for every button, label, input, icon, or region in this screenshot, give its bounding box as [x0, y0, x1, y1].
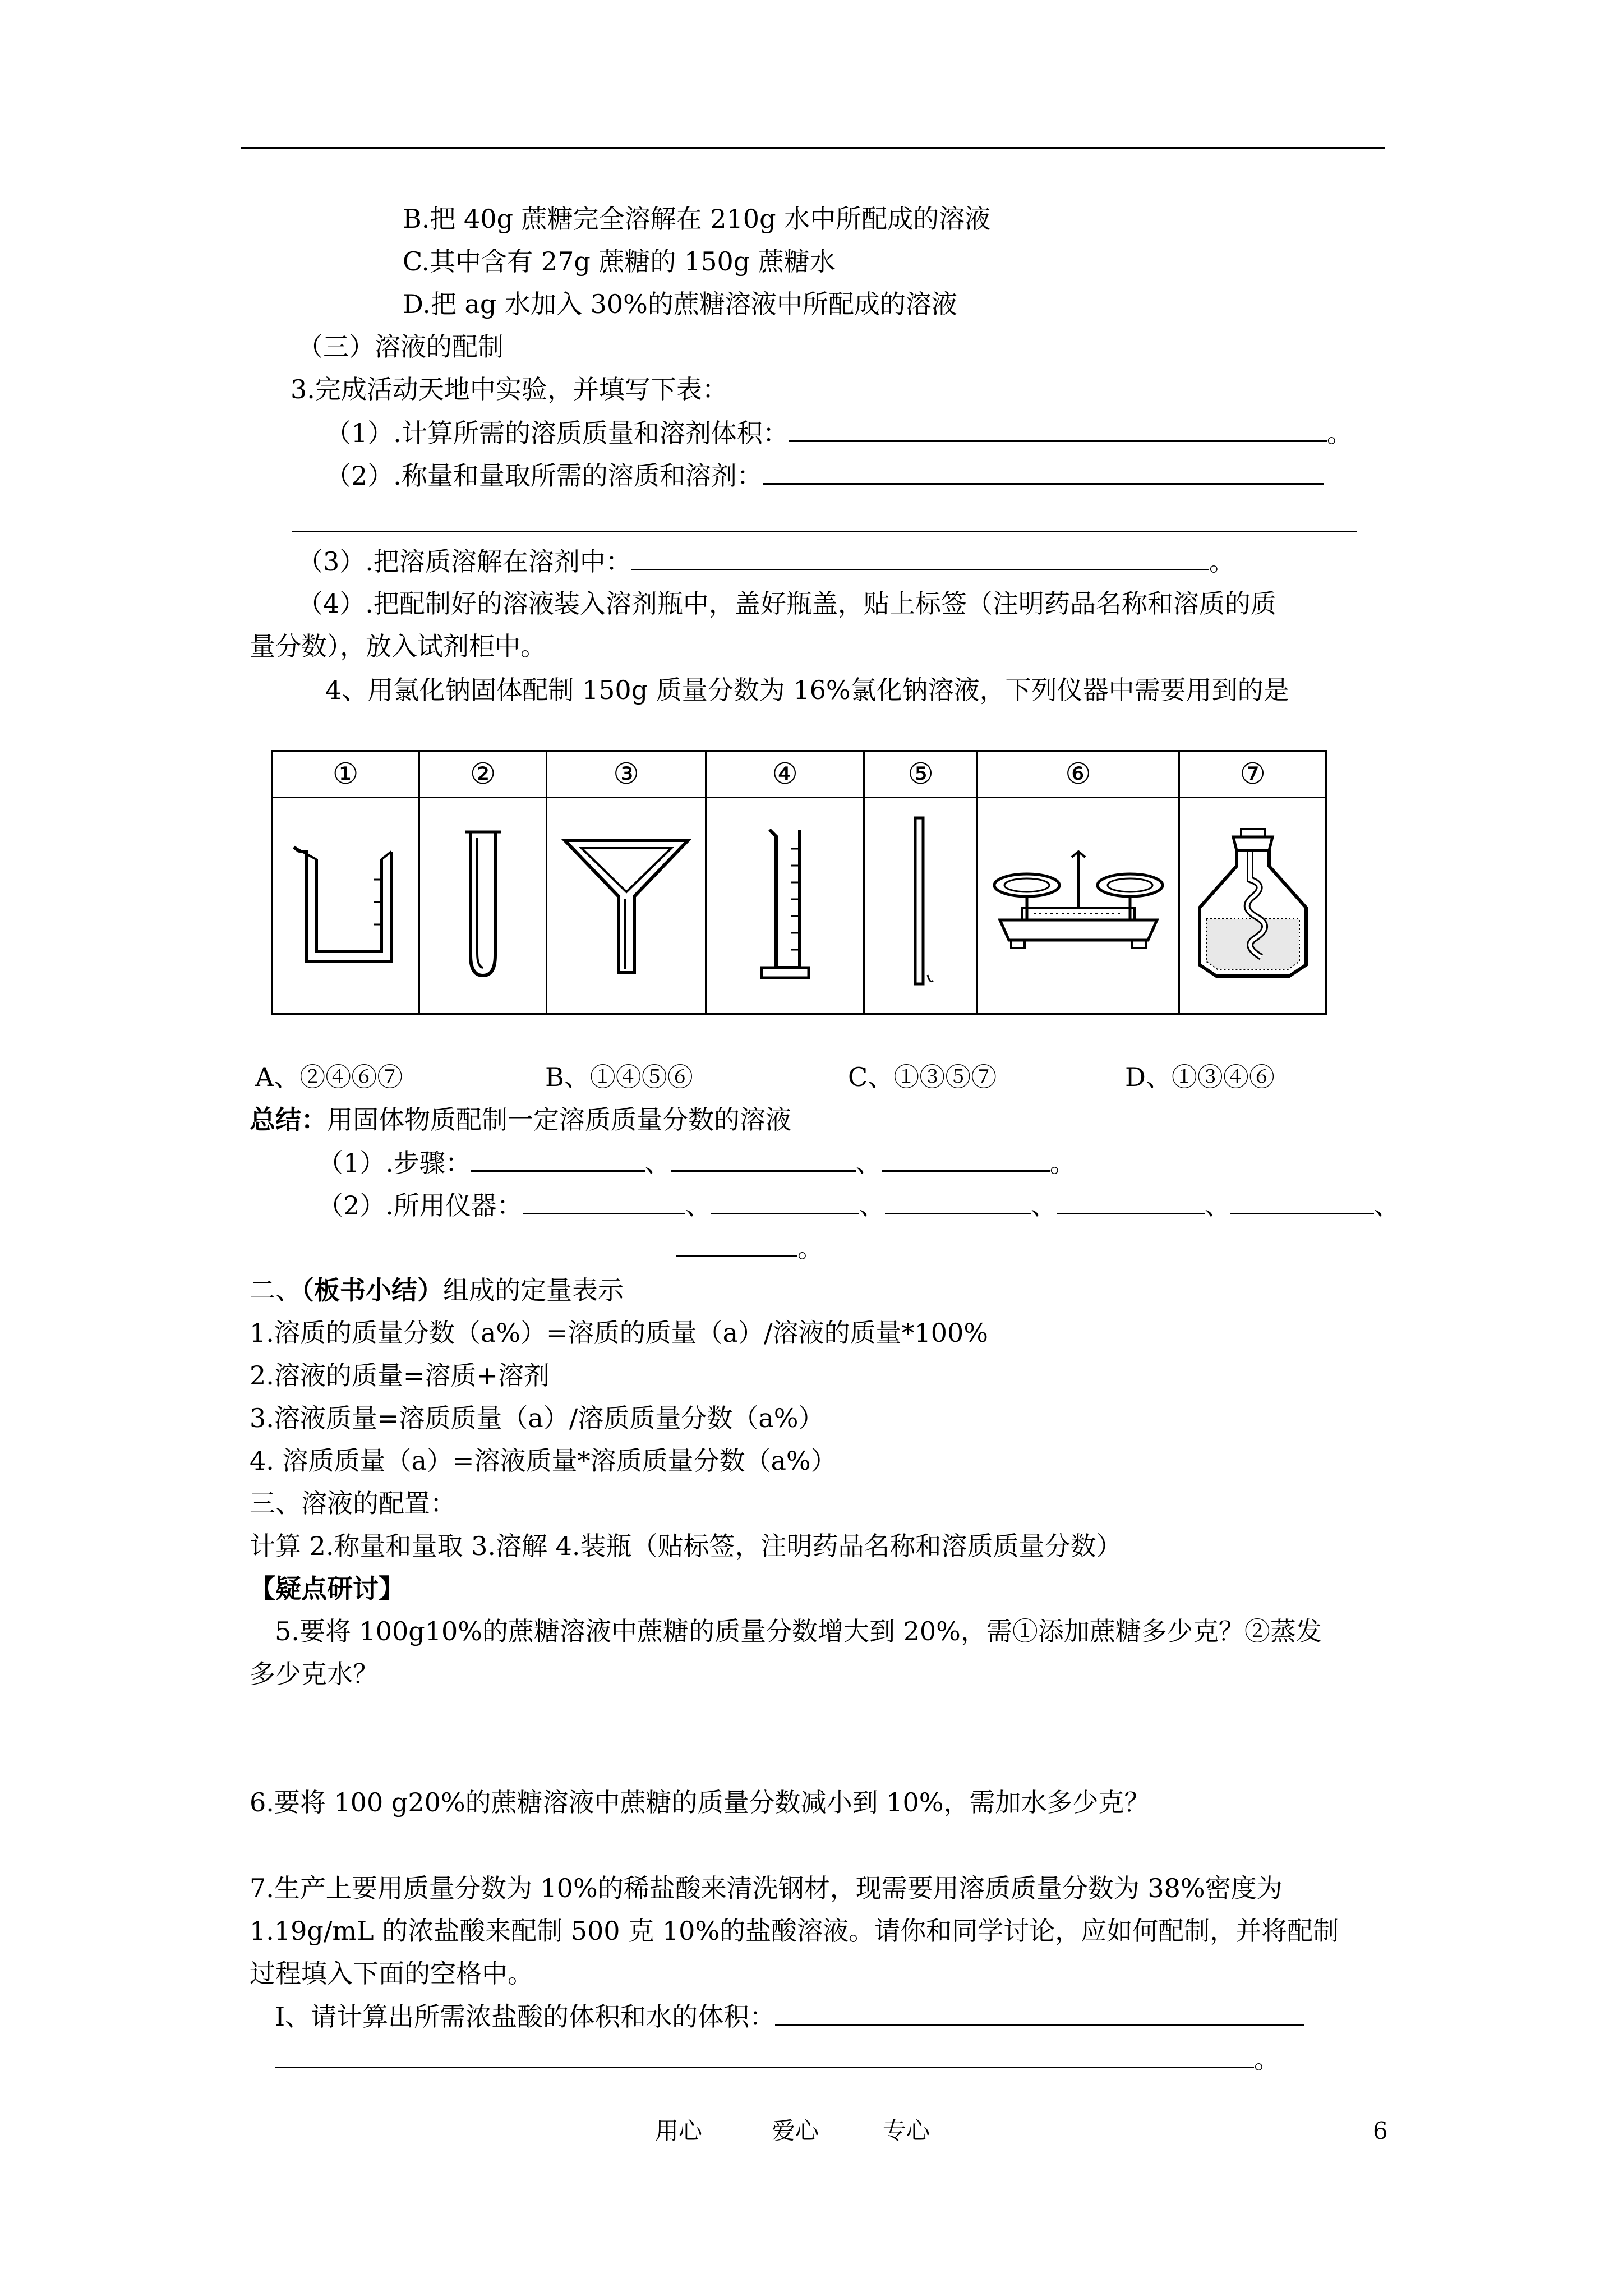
step-4-line2: 量分数），放入试剂柜中。	[250, 631, 546, 661]
beaker-icon	[289, 835, 402, 975]
question-7-line3: 过程填入下面的空格中。	[250, 1958, 533, 1989]
page-number: 6	[1373, 2117, 1388, 2145]
apparatus-cell	[272, 798, 419, 1014]
section-two-title: 二、（板书小结）组成的定量表示	[250, 1275, 624, 1305]
question-7-part1: Ⅰ、请计算出所需浓盐酸的体积和水的体积：	[275, 1999, 1304, 2033]
test-tube-icon	[449, 821, 517, 989]
question-7-line2: 1.19g/mL 的浓盐酸来配制 500 克 10%的盐酸溶液。请你和同学讨论，应如何配制，并将配制	[250, 1916, 1339, 1946]
option-c: C.其中含有 27g 蔗糖的 150g 蔗糖水	[403, 246, 836, 277]
apparatus-cell	[1179, 798, 1326, 1014]
question-5-line2: 多少克水？	[250, 1659, 379, 1689]
apparatus-label: ⑥	[978, 751, 1179, 798]
answer-blank[interactable]	[885, 1188, 1031, 1214]
section-three-title: （三）溶液的配制	[297, 332, 504, 362]
balance-icon	[989, 846, 1168, 964]
step-2: （2）.称量和量取所需的溶质和溶剂：	[325, 458, 1324, 493]
choice-b[interactable]: B、①④⑤⑥	[545, 1062, 693, 1092]
apparatus-cell	[419, 798, 547, 1014]
graduated-cylinder-icon	[746, 821, 824, 989]
answer-blank[interactable]	[711, 1188, 859, 1214]
procedure: 计算 2.称量和量取 3.溶解 4.装瓶（贴标签，注明药品名称和溶质质量分数）	[250, 1531, 1122, 1561]
alcohol-lamp-icon	[1188, 823, 1317, 986]
answer-blank[interactable]	[789, 416, 1327, 442]
apparatus-cell	[864, 798, 978, 1014]
answer-blank[interactable]	[763, 458, 1324, 485]
step-3: （3）.把溶质溶解在溶剂中： 。	[297, 544, 1235, 578]
question-7-part1-cont: 。	[275, 2042, 1280, 2076]
formula-4: 4. 溶质质量（a）=溶液质量*溶质质量分数（a%）	[250, 1446, 837, 1476]
doubt-heading: 【疑点研讨】	[250, 1573, 404, 1604]
summary-instruments-cont: 。	[297, 1231, 823, 1265]
answer-blank[interactable]	[523, 1188, 685, 1214]
step-1: （1）.计算所需的溶质质量和溶剂体积： 。	[325, 416, 1353, 450]
summary-instruments: （2）.所用仪器： 、 、 、 、 、	[317, 1188, 1400, 1222]
answer-blank[interactable]	[676, 1231, 797, 1257]
choice-c[interactable]: C、①③⑤⑦	[848, 1062, 997, 1092]
question-5-line1: 5.要将 100g10%的蔗糖溶液中蔗糖的质量分数增大到 20%，需①添加蔗糖多少克？②蒸发	[275, 1616, 1322, 1646]
apparatus-cell	[547, 798, 706, 1014]
glass-rod-icon	[898, 812, 943, 997]
footer-word-2: 爱心	[772, 2117, 819, 2145]
question-4: 4、用氯化钠固体配制 150g 质量分数为 16%氯化钠溶液，下列仪器中需要用到的是	[325, 675, 1289, 705]
summary: 总结：用固体物质配制一定溶质质量分数的溶液	[250, 1105, 791, 1135]
apparatus-cell	[978, 798, 1179, 1014]
answer-blank[interactable]	[775, 1999, 1304, 2026]
formula-3: 3.溶液质量=溶质质量（a）/溶质质量分数（a%）	[250, 1403, 824, 1433]
answer-blank-line[interactable]	[292, 531, 1357, 532]
answer-blank[interactable]	[1057, 1188, 1205, 1214]
question-3: 3.完成活动天地中实验，并填写下表：	[291, 374, 728, 404]
apparatus-label: ⑤	[864, 751, 978, 798]
question-6: 6.要将 100 g20%的蔗糖溶液中蔗糖的质量分数减小到 10%，需加水多少克？	[250, 1787, 1150, 1818]
answer-blank[interactable]	[631, 544, 1209, 570]
footer-word-1: 用心	[655, 2117, 703, 2145]
answer-blank[interactable]	[275, 2042, 1254, 2068]
question-7-line1: 7.生产上要用质量分数为 10%的稀盐酸来清洗钢材，现需要用溶质质量分数为 38%密度为	[250, 1873, 1283, 1903]
apparatus-label: ⑦	[1179, 751, 1326, 798]
choice-a[interactable]: A、②④⑥⑦	[255, 1062, 403, 1092]
formula-2: 2.溶液的质量=溶质+溶剂	[250, 1360, 550, 1391]
answer-blank[interactable]	[1230, 1188, 1374, 1214]
apparatus-label: ①	[272, 751, 419, 798]
summary-steps: （1）.步骤： 、 、 。	[317, 1145, 1076, 1180]
apparatus-table	[271, 750, 1327, 1015]
apparatus-cell	[706, 798, 864, 1014]
apparatus-label: ②	[419, 751, 547, 798]
step-4-line1: （4）.把配制好的溶液装入溶剂瓶中，盖好瓶盖，贴上标签（注明药品名称和溶质的质	[297, 588, 1276, 619]
answer-blank[interactable]	[671, 1145, 856, 1172]
funnel-icon	[559, 829, 694, 981]
apparatus-label: ③	[547, 751, 706, 798]
apparatus-label: ④	[706, 751, 864, 798]
choice-d[interactable]: D、①③④⑥	[1125, 1062, 1275, 1092]
option-b: B.把 40g 蔗糖完全溶解在 210g 水中所配成的溶液	[403, 204, 991, 234]
answer-blank[interactable]	[471, 1145, 645, 1172]
footer-word-3: 专心	[883, 2117, 930, 2145]
option-d: D.把 ag 水加入 30%的蔗糖溶液中所配成的溶液	[403, 289, 957, 319]
answer-blank[interactable]	[882, 1145, 1050, 1172]
formula-1: 1.溶质的质量分数（a%）=溶质的质量（a）/溶液的质量*100%	[250, 1318, 988, 1348]
header-rule	[241, 147, 1385, 149]
section-three-b-title: 三、溶液的配置：	[250, 1488, 456, 1519]
